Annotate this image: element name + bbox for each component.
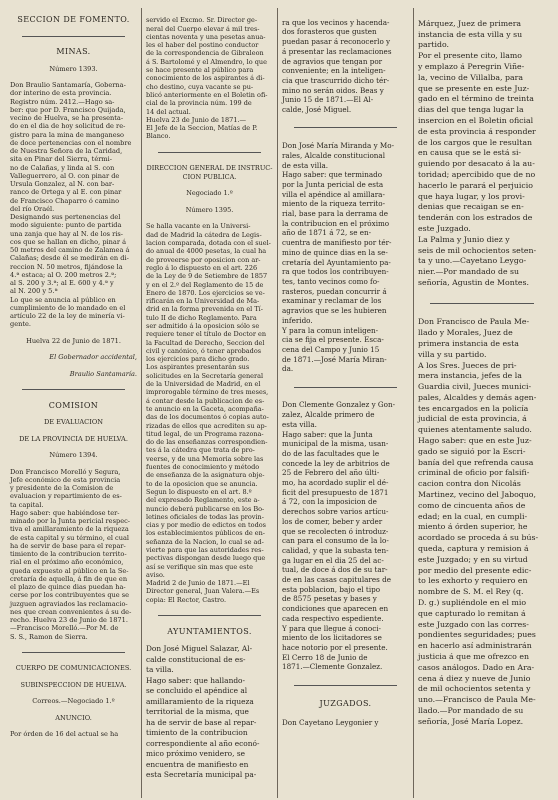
column-3 [278,8,414,798]
divider [430,303,534,304]
notice-body: Por órden de 16 del actual se ha [10,730,119,739]
negociado-label: Correos.—Negociado 1.º [32,697,115,706]
column-4 [414,8,550,798]
divider [294,127,397,128]
notice-body: Márquez, Juez de primera instancia de esta villa y su partido. Por el presente cito, llamo y emplazo á Peregrin Viñe- la, vecino de Villalba, para que se presente en este Juz- gado en el término de treinta dias del que tenga lugar la insercion en el Boletin oficial de esta provincia á responder de los cargos que le resultan en causa que se le está si- guiendo por desacato á la au- toridad; apercibido que de no hacerlo le parará el perjuicio que haya lugar, y los provi- denias que recaigan se en- tenderán con los estrados de este Juzgado. La Palma y Junio diez y seis de mil ochocientos seten- ta y uno.—Cayetano Leygo- nier.—Por mandado de su señoría, Agustin de Montes. [418,18,537,287]
notice-body: servido el Excmo. Sr. Director ge- neral del Cuerpo elevar á mil tres- cientas noventa y una pesetas anua- les el haber del postino conductor de la correspondencia de Gibraleon á S. Bartolomé y el Almendro, lo que se hace presente al público para conocimiento de los aspirantes á di- cho destino, cuya vacante se pu- blicó anteriormente en el Boletin ofi- cial de la provincia núm. 199 de 14 del actual. Huelva 23 de Junio de 1871.— El Jefe de la Seccion, Matías de P. Blanco. [146,16,268,141]
columns [6,8,552,798]
divider [158,152,261,153]
section-heading-juzgados: JUZGADOS. [319,698,372,708]
divider [22,36,125,37]
subheading-provincia: DE LA PROVINCIA DE HUELVA. [19,434,128,443]
notice-number: Número 1395. [185,205,234,214]
notice-body: Don Clemente Gonzalez y Gon- zalez, Alcalde primero de esta villa. Hago saber: que la Junta municipal de la misma, usan- do de las facultades que le concede la ley de arbitrios de 25 de Febrero del año últi- mo, ha acordado suplir el dé- ficit del presupuesto de 1871 á 72, con la imposicion de derechos sobre varios artícu- los de comer, beber y arder que se recolecten ó introduz- can para el consumo de la lo- calidad, y que la subasta ten- ga lugar en el dia 25 del ac- tual, de doce á dos de su tar- de en las casas capitulares de esta poblacion, bajo el tipo de 8575 pesetas y bases y condiciones que aparecen en cada respectivo espediente. Y para que llegue á conoci- miento de los licitadores se hace notorio por el presente. El Cerro 18 de Junio de 1871.—Clemente Gonzalez. [282,400,396,672]
divider [294,685,397,686]
subheading-evaluacion: DE EVALUACION [43,418,104,426]
divider [22,389,125,390]
signature-name: Braulio Santamaría. [69,369,137,378]
notice-body: Don José Miguel Salazar, Al- calde constitucional de es- ta villa. Hago saber: que hallando- se concluido el apéndice al amillaramiento de la riqueza territorial de la misma, que ha de servir de base al repar- timiento de la contribucion correspondiente al año econó- mico próximo venidero, se encuentra de manifiesto en esta Secretaría municipal pa- [146,644,260,780]
section-heading-comision: COMISION [48,400,99,410]
notice-body: ra que los vecinos y hacenda- dos forasteros que gusten puedan pasar á reconocerlo y á presentar las reclamaciones de agravios que tengan por conveniente; en la inteligen- cia que trascurrido dicho tér- mino no serán oidos. Beas y Junio 15 de 1871.—El Al- calde, José Miguel. [282,17,392,115]
signature-title: El Gobernador accidental, [49,353,137,362]
divider [158,615,261,616]
section-heading-fomento: SECCION DE FOMENTO. [17,15,130,25]
notice-body: Don Francisco de Paula Me- llado y Morales, Juez de primera instancia de esta villa y su partido. A los Sres. Jueces de pri- mera instancia, jefes de la Guardia civil, Jueces munici- pales, Alcaldes y demás agen- tes encargados en la policía judicial de esta provincia, á quienes atentamente saludo. Hago saber: que en este Juz- gado se siguió por la Escri- banía del que refrenda causa criminal de oficio por falsifi- cacion contra don Nicolás Martinez, vecino del Jaboquo, como de cincuenta años de edad; en la cual, en cumpli- miento á órden superior, he acordado se proceda á su bús- queda, captura y remision á este Juzgado; y en su virtud por medio del presente edic- to les exhorto y requiero en nombre de S. M. el Rey (q. D. g.) supliéndole en el mio que capturado lo remitan á este Juzgado con las corres- pondientes seguridades; pues en hacerlo así administrarán justicia á que me ofrezco en casos análogos. Dado en Ara- cena á diez y nueve de Junio de mil ochocientos setenta y uno.—Francisco de Paula Me- llado.—Por mandado de su señoría, José María Lopez. [418,317,539,726]
notice-number: Número 1394. [49,451,98,459]
divider [22,652,125,653]
notice-body: Don Cayetano Leygonier y [282,717,379,727]
section-heading-instruccion: DIRECCION GENERAL DE INSTRUC- CION PUBLICA. [146,164,273,181]
column-1 [6,8,142,798]
notice-body: Se halla vacante en la Universi- dad de Madrid la cátedra de Legis- lacion comparada, dotada con el suel- do anual de 4000 pesetas, la cual ha de proveerse por oposicion con ar- reglo á lo dispuesto en el art. 226 de la Ley de 9 de Setiembre de 1857 y en el 2.º del Reglamento de 15 de Enero de 1870. Los ejercicios se ve- rificarán en la Universidad de Ma- drid en la forma prevenida en el Tí- tulo II de dicho Reglamento. Para ser admitido á la oposicion sólo se requiere tener el título de Doctor en la Facultad de Derecho, Seccion del civil y canónico, ó tener aprobados los ejercicios para dicho grado. Los aspirantes presentarán sus solicitudes en la Secretaría general de la Universidad de Madrid, en el improrogable término de tres meses, á contar desde la publicacion de es- te anuncio en la Gaceta, acompaña- das de los documentos ó copias auto- rizadas de ellos que acrediten su ap- titud legal, de un Programa razona- do de las enseñanzas correspondien- tes á la cátedra que trata de pro- veerse, y de una Memoria sobre las fuentes de conocimiento y método de enseñanza de la asignatura obje- to de la oposicion que se anuncia. Segun lo dispuesto en el art. 8.º del expresado Reglamento, este a- nuncio deberá publicarse en los Bo- letines oficiales de todas las provin- cias y por medio de edictos en todos los establecimientos públicos de en- señanza de la Nacion, lo cual se ad- vierte para que las autoridades res- pectivas dispongan desde luego que así se verifique sin mas que este aviso. Madrid 2 de Junio de 1871.—El Director general, Juan Valera.—Es copia: El Rector, Castro. [146,222,271,604]
subheading-minas: MINAS. [56,47,91,56]
notice-body: Don José María Miranda y Mo- rales, Alcalde constitucional de esta villa. Hago saber: que terminado por la Junta pericial de esta villa el apéndice al amillara- miento de la riqueza territo- rial, base para la derrama de la contribucion en el próximo año de 1871 á 72, se en- cuentra de manifiesto por tér- mino de quince dias en la se- cretaría del Ayuntamiento pa- ra que todos los contribuyen- tes, tanto vecinos como fo- rasteros, puedan concurrir á examinar y reclamar de los agravios que se les hubieren inferido. Y para la comun inteligen- cia se fija el presente. Esca- cena del Campo y Junio 15 de 1871.—José María Miran- da. [282,141,395,374]
section-heading-ayuntamientos: AYUNTAMIENTOS. [167,626,252,636]
anuncio-heading: ANUNCIO. [55,713,92,722]
notice-body: Don Braulio Santamaría, Goberna- dor interino de esta provincia. Registro núm. 2412.—Hago sa- ber: que por D. Francisco Quijada, vecino de Huelva, se ha presenta- do en el dia de hoy solicitud de re- gistro para la mina de manganeso de doce pertenencias con el nombre de Nuestra Señora de la Caridad, sita en Pinar del Sierra, térmi- no de Calañas, y linda al S. con Valleguerrero, al O. con pinar de Ursula Gonzalez, al N. con bar- ranco de Ortega y al E. con pinar de Francisco Chaparro ó camino del río Oraél. Designando sus pertenencias del modo siguiente: punto de partida una zanja que hay al N. de los ris- cos que se hallan en dicho, pinar á 50 metros del camino de Zalamea á Calañas; desde él se medirán en di- reccion N. 50 metros, fijándose la 4.ª estaca; al O. 200 metros 2.ª; al S. 200 y 3.ª; al E. 600 y 4.ª y al N. 200 y 5.ª Lo que se anuncia al público en cumplimiento de lo mandado en el artículo 22 de la ley de minería vi- gente. [10,81,132,329]
negociado-label: Negociado 1.º [186,189,233,198]
section-heading-comunicaciones: CUERPO DE COMUNICACIONES. [15,664,132,673]
notice-body: Don Francisco Morelló y Segura, Jefe económico de esta provincia y presidente de la Comision de evaluacion y repartimiento de es- ta capital. Hago saber: que habiéndose ter- minado por la Junta pericial respec- tiva el amillaramiento de la riqueza de esta capital y su término, el cual ha de servir de base para el repar- timiento de la contribucion territo- rial en el próximo año económico, queda expuesto al público en la Se- cretaría de aquella, á fin de que en el plazo de quince dias puedan ha- cerse por los contribuyentes que se juzguen agraviados las reclamacio- nes que crean convenientes á su de- recho. Huelva 23 de Junio de 1871. —Francisco Morelló.—Por M. de S. S., Ramon de Sierra. [10,467,132,641]
notice-number: Número 1393. [49,64,98,73]
notice-date: Huelva 22 de Junio de 1871. [26,336,121,345]
column-2 [142,8,278,798]
divider [294,387,397,388]
subheading-subinspeccion: SUBINSPECCION DE HUELVA. [20,680,127,689]
